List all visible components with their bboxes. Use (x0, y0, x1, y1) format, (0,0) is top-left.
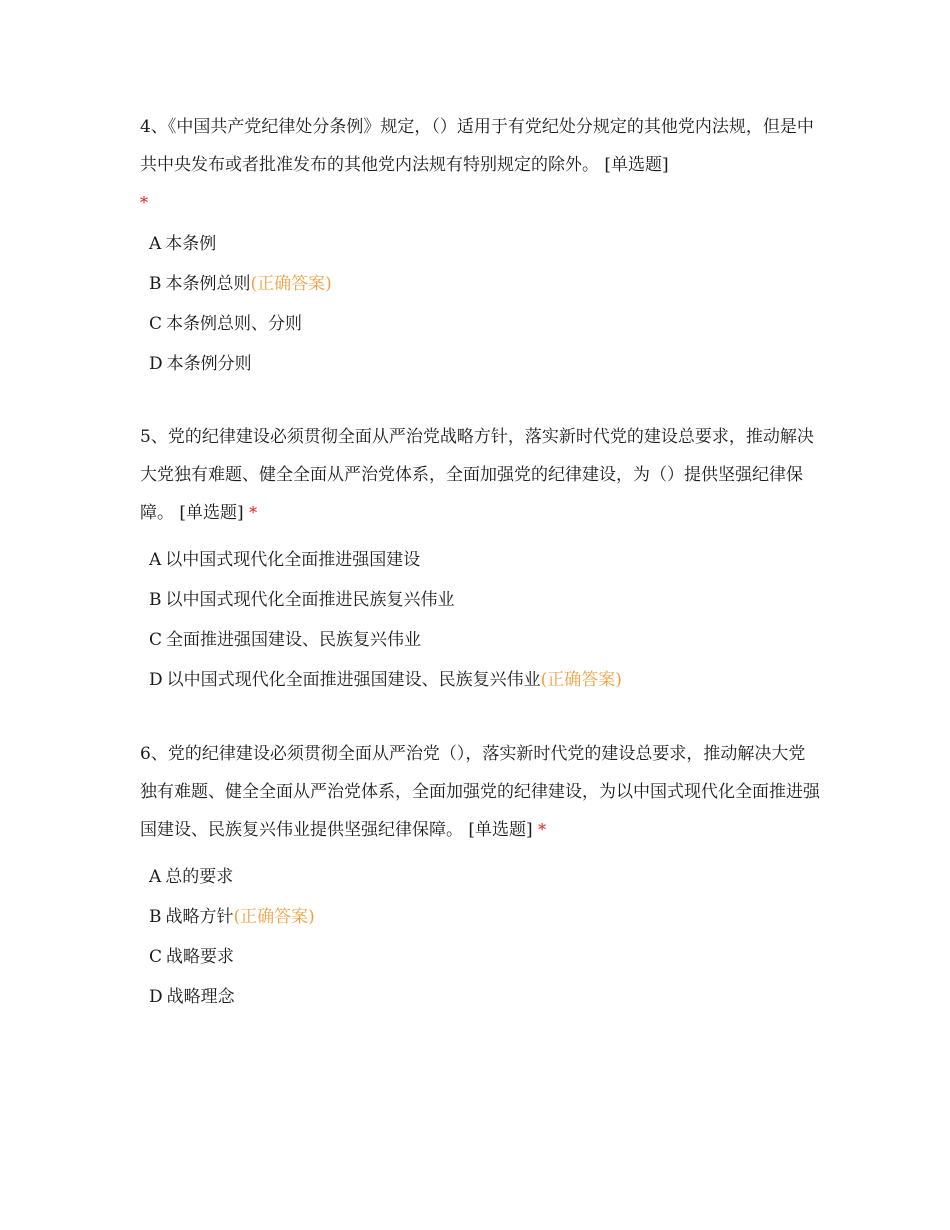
option-b[interactable] (140, 580, 820, 620)
option-letter: B (149, 907, 162, 927)
option-text: 战略理念 (166, 987, 235, 1007)
question-body: 党的纪律建设必须贯彻全面从严治党战略方针，落实新时代党的建设总要求，推动解决大党独有难题、健全全面从严治党体系，全面加强党的纪律建设，为（）提供坚强纪律保障。 (140, 427, 814, 523)
option-letter: C (149, 947, 163, 967)
option-text: 战略方针 (165, 907, 234, 927)
required-mark: * (140, 193, 148, 212)
option-letter: D (149, 354, 163, 374)
question-type: [单选题] (179, 503, 244, 523)
option-letter: A (149, 550, 162, 570)
option-text: 以中国式现代化全面推进民族复兴伟业 (165, 590, 455, 610)
question-text (140, 108, 820, 222)
option-letter: B (149, 590, 162, 610)
option-c[interactable] (140, 937, 820, 977)
option-a[interactable] (140, 224, 820, 264)
option-text: 本条例分则 (166, 354, 252, 374)
question-text (140, 735, 820, 849)
option-d[interactable] (140, 344, 820, 384)
option-b[interactable] (140, 897, 820, 937)
question-4 (140, 108, 820, 384)
required-mark: * (538, 820, 547, 839)
option-letter: D (149, 987, 163, 1007)
question-type: [单选题] (468, 820, 533, 840)
option-text: 本条例总则 (165, 274, 251, 294)
option-list (140, 540, 820, 700)
option-letter: A (149, 867, 162, 887)
option-text: 总的要求 (165, 867, 234, 887)
option-c[interactable] (140, 304, 820, 344)
option-c[interactable] (140, 620, 820, 660)
option-letter: D (149, 670, 163, 690)
question-body: 《中国共产党纪律处分条例》规定，（）适用于有党纪处分规定的其他党内法规，但是中共中央发布或者批准发布的其他党内法规有特别规定的除外。 (140, 117, 814, 175)
question-text (140, 418, 820, 532)
option-list (140, 224, 820, 384)
required-mark: * (249, 503, 258, 522)
option-d[interactable] (140, 977, 820, 1017)
option-text: 以中国式现代化全面推进强国建设 (165, 550, 421, 570)
question-body: 党的纪律建设必须贯彻全面从严治党（），落实新时代党的建设总要求，推动解决大党独有难题、健全全面从严治党体系，全面加强党的纪律建设，为以中国式现代化全面推进强国建设、民族复兴伟业提供坚强纪律保障。 (140, 744, 820, 840)
option-b[interactable] (140, 264, 820, 304)
question-type: [单选题] (604, 155, 669, 175)
option-text: 以中国式现代化全面推进强国建设、民族复兴伟业 (166, 670, 541, 690)
option-text: 本条例总则、分则 (166, 314, 303, 334)
option-text: 全面推进强国建设、民族复兴伟业 (166, 630, 422, 650)
option-letter: C (149, 314, 163, 334)
correct-answer-tag: (正确答案) (233, 907, 315, 927)
question-number: 6、 (140, 744, 168, 764)
question-number: 4、 (140, 117, 168, 137)
question-5 (140, 418, 820, 700)
option-letter: A (149, 234, 162, 254)
correct-answer-tag: (正确答案) (250, 274, 332, 294)
option-a[interactable] (140, 540, 820, 580)
option-a[interactable] (140, 857, 820, 897)
question-6 (140, 735, 820, 1017)
option-d[interactable] (140, 660, 820, 700)
correct-answer-tag: (正确答案) (540, 670, 622, 690)
option-text: 战略要求 (166, 947, 235, 967)
option-list (140, 857, 820, 1017)
option-text: 本条例 (165, 234, 217, 254)
option-letter: C (149, 630, 163, 650)
option-letter: B (149, 274, 162, 294)
question-number: 5、 (140, 427, 168, 447)
